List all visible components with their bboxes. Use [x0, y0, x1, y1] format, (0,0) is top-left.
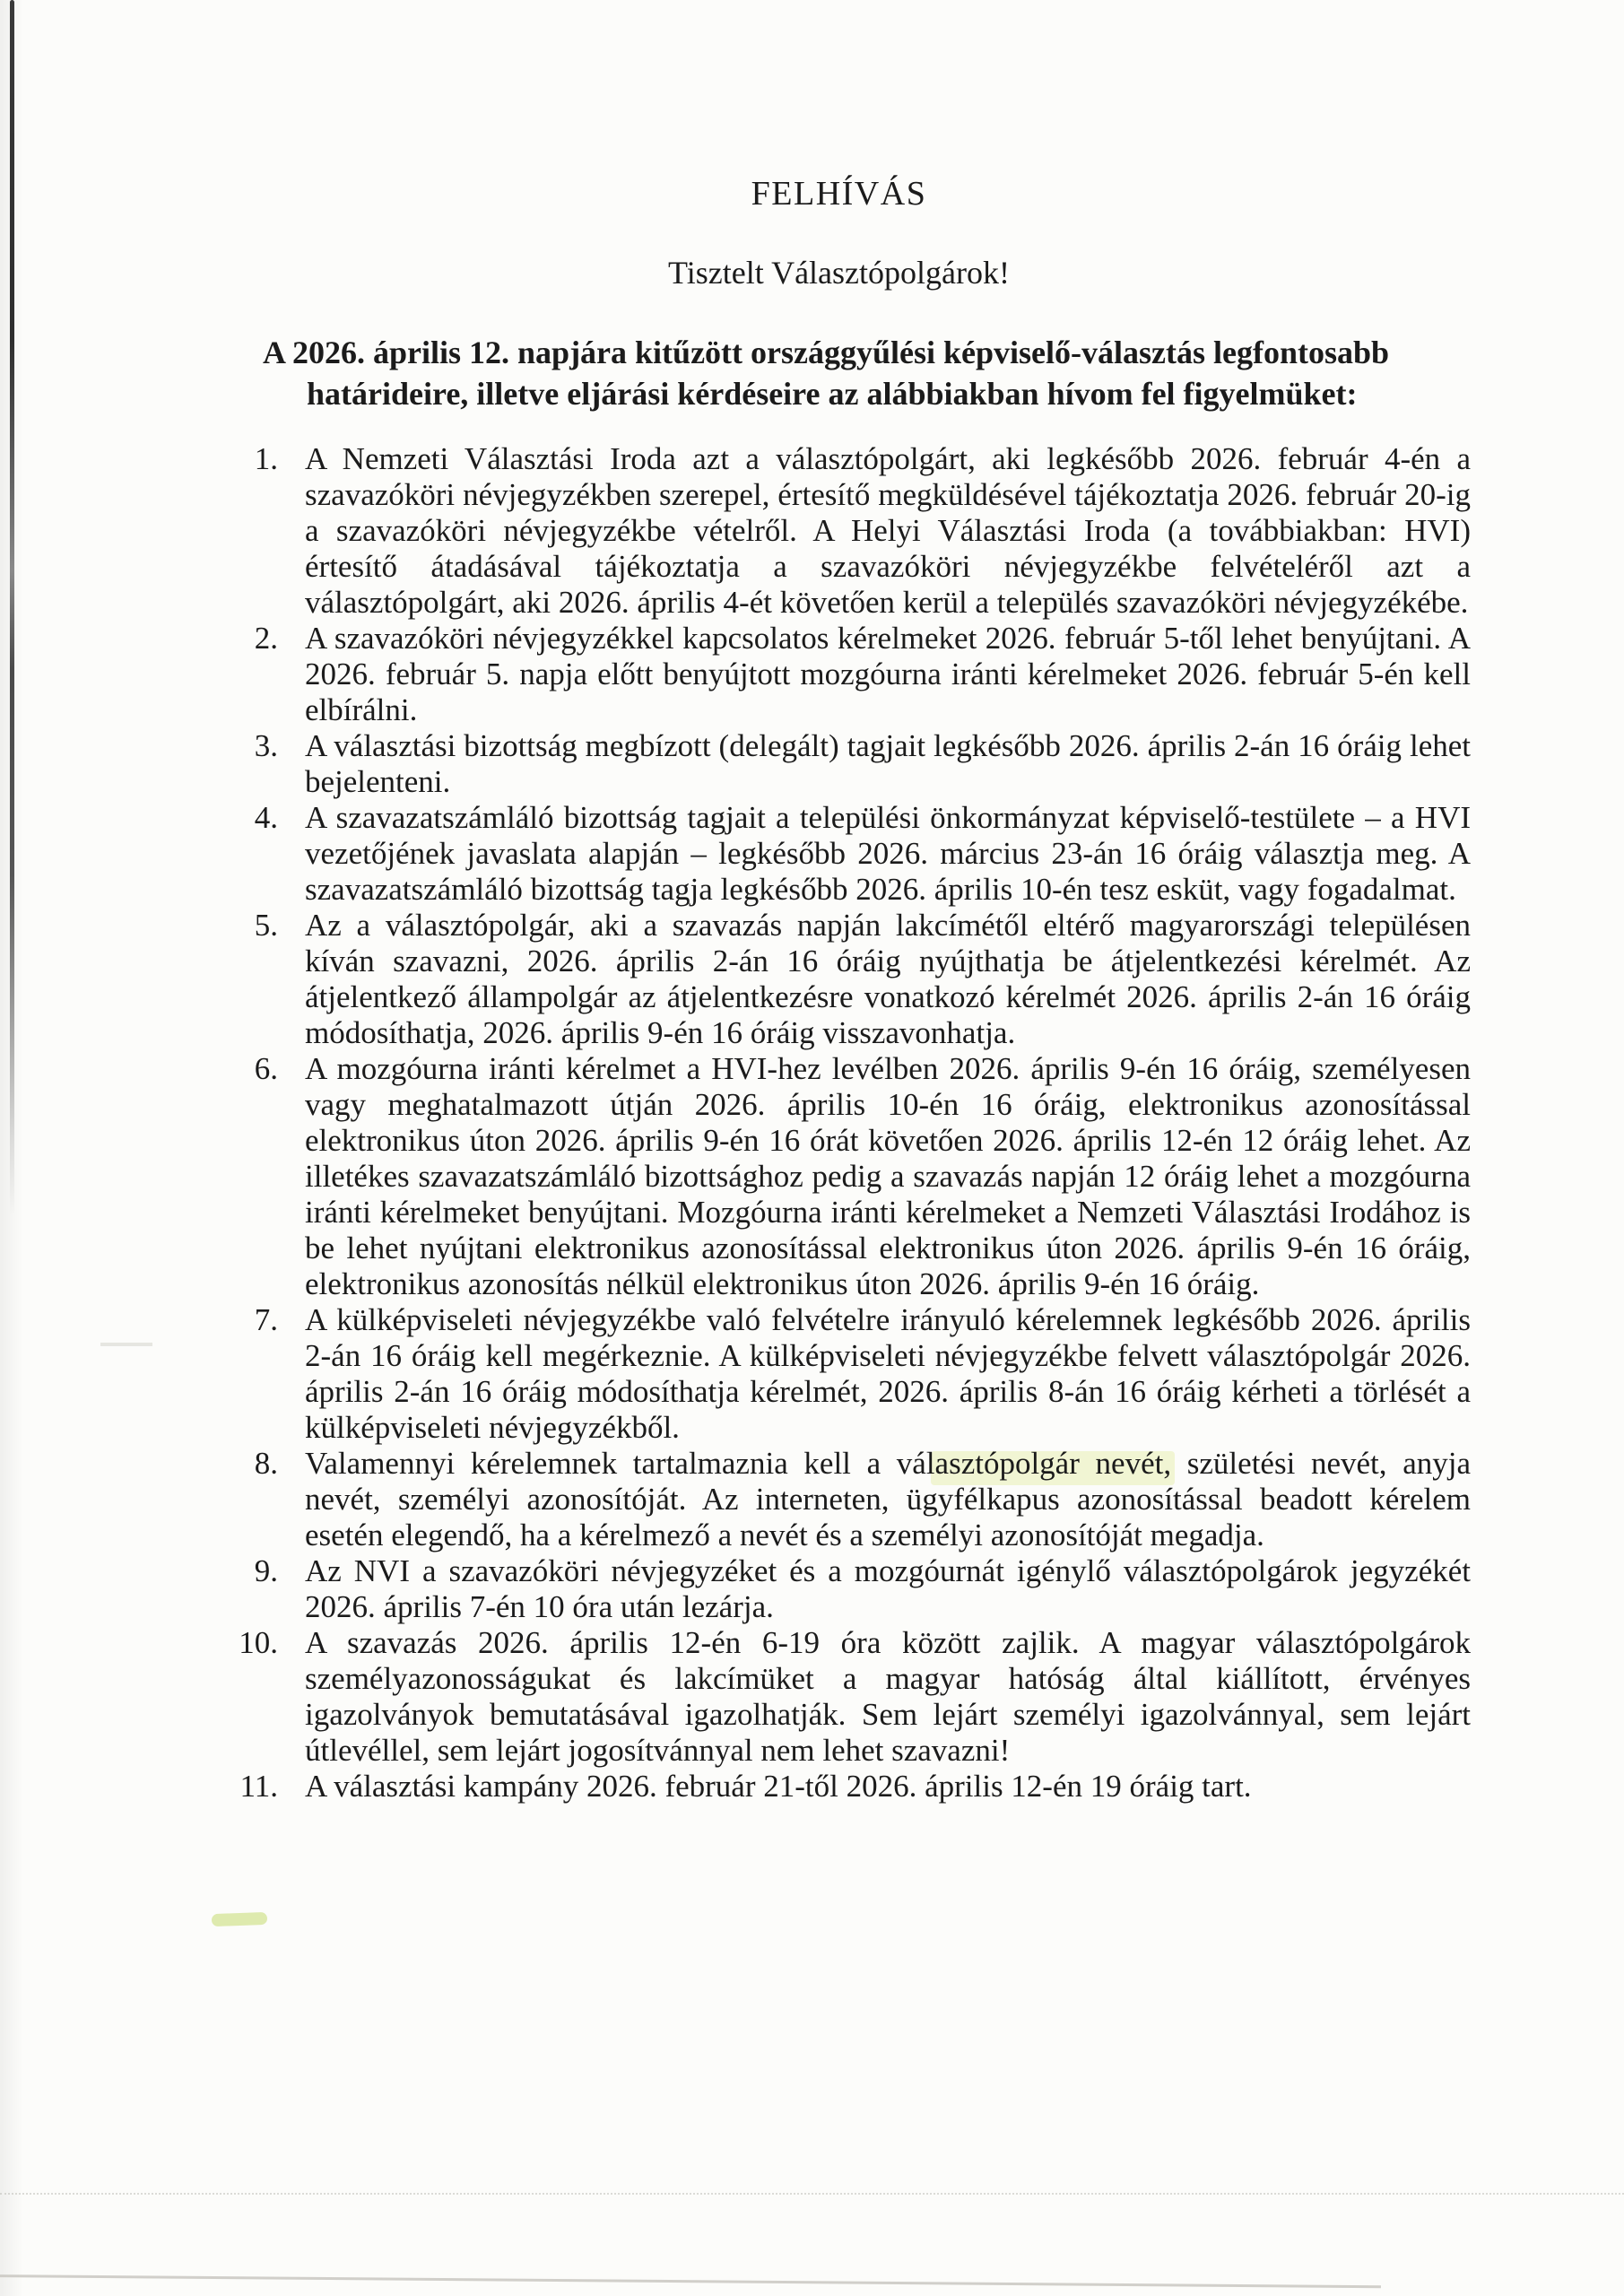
intro-paragraph: A 2026. április 12. napjára kitűzött országgyűlési képviselő-választás legfontosabb határideire, illetve eljárási kérdéseire az alábbiakban hívom fel figyelmüket:: [263, 335, 1390, 412]
list-item-text: A szavazatszámláló bizottság tagjait a települési önkormányzat képviselő-testülete – a HVI vezetőjének javaslata alapján – legkésőbb 2026. március 23-án 16 óráig választja meg. A szavazatszámláló bizottság tagja legkésőbb 2026. április 10-én tesz esküt, vagy fogadalmat.: [305, 800, 1471, 907]
list-item-number: 8.: [254, 1446, 278, 1481]
list-item: [254, 1446, 1471, 1553]
scan-artifact-bottom-edge-line: [0, 2274, 1381, 2288]
list-item: [254, 1051, 1471, 1302]
list-item-text: A Nemzeti Választási Iroda azt a választópolgárt, aki legkésőbb 2026. február 4-én a szavazóköri névjegyzékben szerepel, értesítő megküldésével tájékoztatja 2026. február 20-ig a szavazóköri névjegyzékbe vételről. A Helyi Választási Iroda (a továbbiakban: HVI) értesítő átadásával tájékoztatja a szavazóköri névjegyzékbe felvételéről azt a választópolgárt, aki 2026. április 4-ét követően kerül a település szavazóköri névjegyzékébe.: [305, 441, 1471, 620]
list-item: [254, 1302, 1471, 1446]
list-item: [254, 621, 1471, 728]
list-item-text: Az NVI a szavazóköri névjegyzéket és a mozgóurnát igénylő választópolgárok jegyzékét 2026. április 7-én 10 óra után lezárja.: [305, 1553, 1471, 1624]
list-item-number: 9.: [254, 1553, 278, 1588]
list-item-text: Az a választópolgár, aki a szavazás napján lakcímétől eltérő magyarországi településen kíván szavazni, 2026. április 2-án 16 óráig nyújthatja be átjelentkezési kérelmét. Az átjelentkező állampolgár az átjelentkezésre vonatkozó kérelmét 2026. április 2-án 16 óráig módosíthatja, 2026. április 9-én 16 óráig visszavonhatja.: [305, 908, 1471, 1050]
list-item: [239, 1769, 1471, 1805]
list-item-number: 5.: [254, 908, 278, 943]
list-item-number: 1.: [254, 441, 278, 476]
list-item-text: A mozgóurna iránti kérelmet a HVI-hez levélben 2026. április 9-én 16 óráig, személyesen vagy meghatalmazott útján 2026. április 10-én 16 óráig, elektronikus azonosítással elektronikus úton 2026. április 9-én 16 órát követően 2026. április 12-én 12 óráig lehet. Az illetékes szavazatszámláló bizottsághoz pedig a szavazás napján 12 óráig lehet a mozgóurna iránti kérelmeket benyújtani. Mozgóurna iránti kérelmeket a Nemzeti Választási Irodához is be lehet nyújtani elektronikus azonosítással elektronikus úton 2026. április 9-én 16 óráig, elektronikus azonosítás nélkül elektronikus úton 2026. április 9-én 16 óráig.: [305, 1051, 1471, 1301]
list-item-text: A választási kampány 2026. február 21-től 2026. április 12-én 19 óráig tart.: [305, 1769, 1252, 1804]
list-item-number: 6.: [254, 1051, 278, 1086]
list-item-text: A választási bizottság megbízott (delegált) tagjait legkésőbb 2026. április 2-án 16 óráig lehet bejelenteni.: [305, 728, 1471, 799]
list-item-number: 11.: [239, 1769, 278, 1804]
list-item-number: 10.: [239, 1625, 278, 1660]
list-item-text: A szavazás 2026. április 12-én 6-19 óra között zajlik. A magyar választópolgárok személyazonosságukat és lakcímüket a magyar hatóság által kiállított, érvényes igazolványok bemutatásával igazolhatják. Sem lejárt személyi igazolvánnyal, sem lejárt útlevéllel, sem lejárt jogosítvánnyal nem lehet szavazni!: [305, 1625, 1471, 1768]
list-item: [254, 728, 1471, 800]
list-item-text: A szavazóköri névjegyzékkel kapcsolatos kérelmeket 2026. február 5-től lehet benyújtani. A 2026. február 5. napja előtt benyújtott mozgóurna iránti kérelmeket 2026. február 5-én kell elbírálni.: [305, 621, 1471, 727]
list-item-text: A külképviseleti névjegyzékbe való felvételre irányuló kérelemnek legkésőbb 2026. április 2-án 16 óráig kell megérkeznie. A külképviseleti névjegyzékbe felvett választópolgár 2026. április 2-án 16 óráig módosíthatja kérelmét, 2026. április 8-án 16 óráig kérheti a törlését a külképviseleti névjegyzékből.: [305, 1302, 1471, 1445]
list-item-number: 4.: [254, 800, 278, 835]
list-item-number: 7.: [254, 1302, 278, 1337]
list-item: [254, 441, 1471, 621]
page-title: FELHÍVÁS: [751, 175, 927, 213]
list-item: [239, 1625, 1471, 1769]
scan-artifact-dotted-rule: [0, 2193, 1624, 2195]
salutation-line: Tisztelt Választópolgárok!: [668, 255, 1010, 291]
list-item-number: 3.: [254, 728, 278, 763]
list-item-number: 2.: [254, 621, 278, 656]
list-item: [254, 1553, 1471, 1625]
scan-artifact-green-smudge: [212, 1912, 267, 1926]
list-item: [254, 800, 1471, 908]
document-head: [0, 176, 1624, 291]
list-item-text: Valamennyi kérelemnek tartalmaznia kell a választópolgár nevét, születési nevét, anyja nevét, személyi azonosítóját. Az interneten, ügyfélkapus azonosítással beadott kérelem esetén elegendő, ha a kérelmező a nevét és a személyi azonosítóját megadja.: [305, 1446, 1471, 1552]
list-item: [254, 908, 1471, 1051]
numbered-list: [239, 441, 1471, 1805]
